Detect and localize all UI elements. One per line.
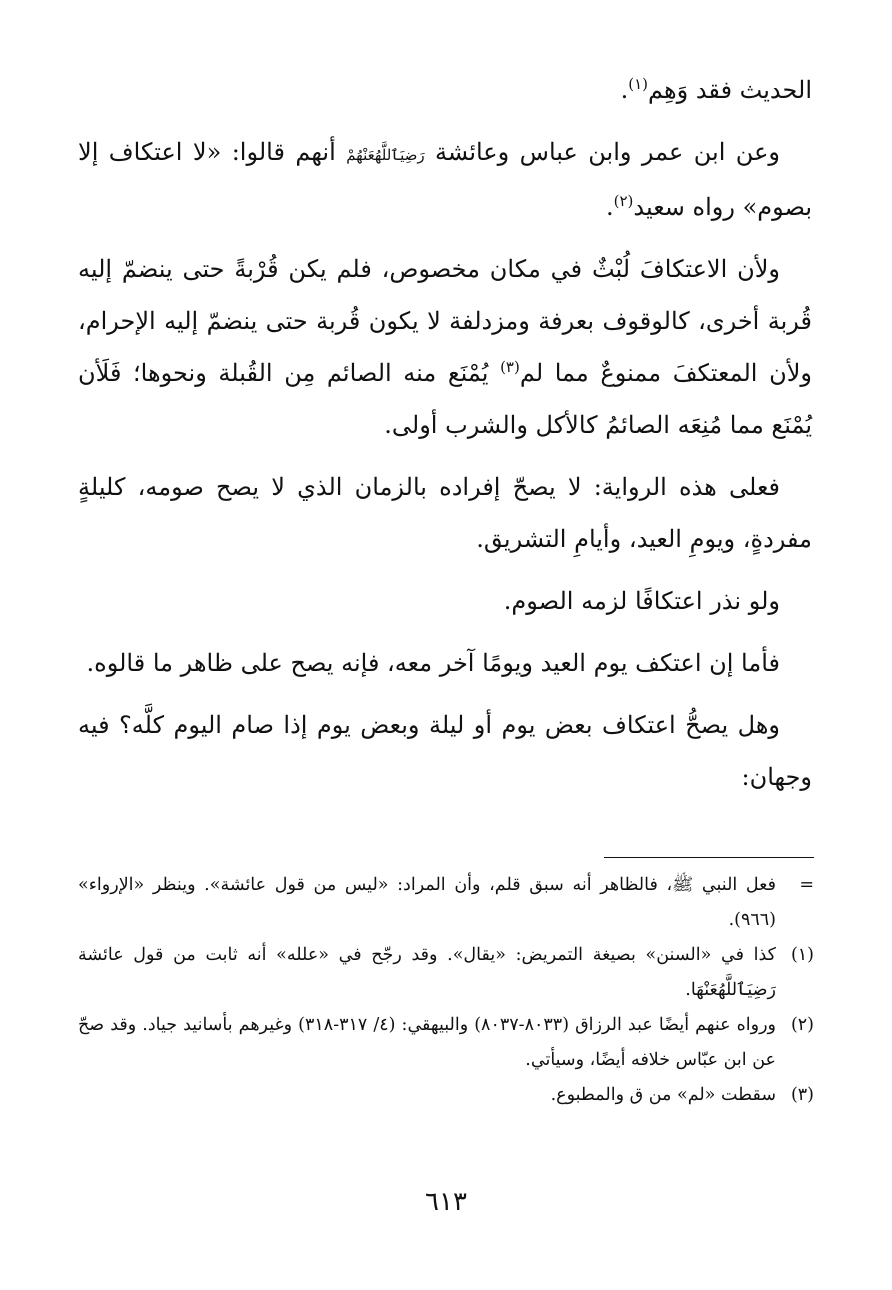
footnote-mark: (٢): [790, 1015, 814, 1035]
footnote-text: فعل النبي ﷺ، فالظاهر أنه سبق قلم، وأن المراد: «ليس من قول عائشة». وينظر «الإرواء» (٩٦٦).: [78, 875, 776, 930]
paragraph-1: الحديث فقد وَهِم$^{(١)}$.: [620, 75, 812, 104]
footnote-ref-1: (١): [628, 75, 648, 93]
page-number: ٦١٣: [425, 1187, 467, 1217]
footnote-ref-2: (٢): [613, 192, 634, 210]
footnote-ref-3: (٣): [500, 358, 520, 376]
paragraph-4: فعلى هذه الرواية: لا يصحّ إفراده بالزمان الذي لا يصح صومه، كليلةٍ مفردةٍ، ويومِ العيد، وأيامِ التشريق.: [78, 473, 812, 553]
footnote-mark: (٣): [790, 1085, 814, 1105]
footnote-mark: =: [799, 875, 814, 895]
footnote-text: كذا في «السنن» بصيغة التمريض: «يقال». وقد رجّح في «علله» أنه ثابت من قول عائشة رَضِيَٱللَّهُعَنْهَا.: [78, 945, 776, 1000]
footnote-2: [78, 1008, 814, 1078]
paragraph-3: ولأن الاعتكافَ لُبْثٌ في مكان مخصوص، فلم يكن قُرْبةً حتى ينضمّ إليه قُربة أخرى، كالوقوف بعرفة ومزدلفة لا يكون قُربة حتى ينضمّ إليه الإحرام، ولأن المعتكفَ ممنوعٌ مما لم$^{(٣)}$ يُمْنَع منه الصائم مِن القُبلة ونحوها؛ فَلَأن يُمْنَع مما مُنِعَه الصائمُ كالأكل والشرب أولى.: [78, 255, 812, 439]
paragraph-7: وهل يصحُّ اعتكاف بعض يوم أو ليلة وبعض يوم إذا صام اليوم كلَّه؟ فيه وجهان:: [78, 711, 812, 791]
paragraph-6: فأما إن اعتكف يوم العيد ويومًا آخر معه، فإنه يصح على ظاهر ما قالوه.: [86, 649, 780, 677]
footnote-text: ورواه عنهم أيضًا عبد الرزاق (٨٠٣٣-٨٠٣٧) والبيهقي: (٤/ ٣١٧-٣١٨) وغيرهم بأسانيد جياد. وقد صحّ عن ابن عبّاس خلافه أيضًا، وسيأتي.: [78, 1015, 776, 1070]
footnote-1: [78, 938, 814, 1008]
footnote-3: [78, 1078, 814, 1113]
footnotes: [78, 868, 814, 1113]
footnote-separator: [604, 857, 814, 858]
footnote-mark: (١): [790, 945, 814, 965]
footnote-text: سقطت «لم» من ق والمطبوع.: [550, 1085, 776, 1105]
footnote-continued: [78, 868, 814, 938]
paragraph-2: وعن ابن عمر وابن عباس وعائشة رَضِيَٱللَّهُعَنْهُمْ أنهم قالوا: «لا اعتكاف إلا بصوم» رواه سعيد$^{(٢)}$.: [78, 138, 812, 221]
paragraph-5: ولو نذر اعتكافًا لزمه الصوم.: [503, 587, 780, 615]
honorific-formula: رَضِيَٱللَّهُعَنْهُمْ: [346, 146, 425, 164]
main-text: [78, 64, 812, 813]
